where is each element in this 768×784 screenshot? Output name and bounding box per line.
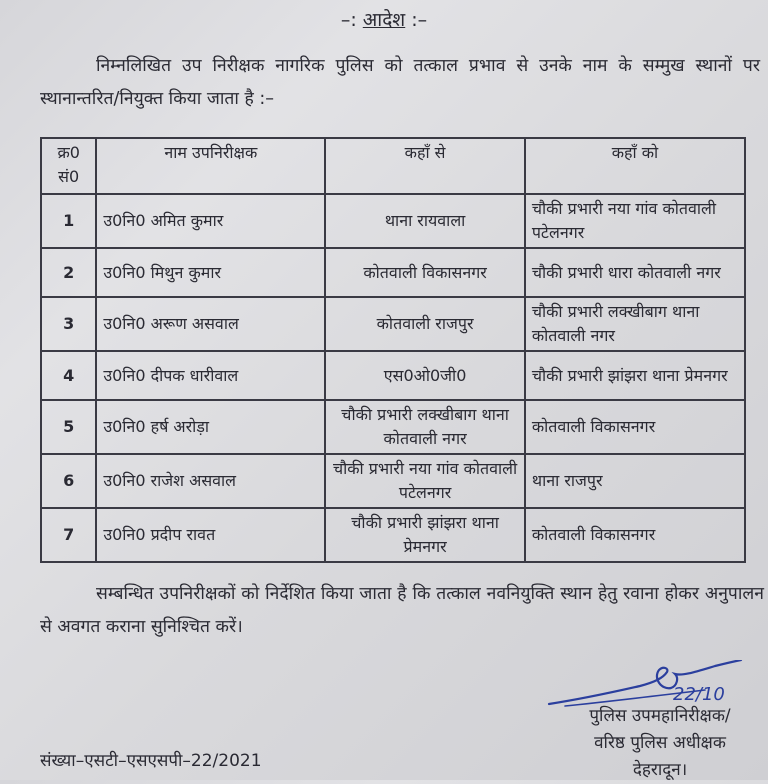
cell-name: उ0नि0 मिथुन कुमार (96, 248, 325, 297)
table-row (41, 400, 745, 454)
cell-name: उ0नि0 राजेश असवाल (96, 454, 325, 508)
cell-name: उ0नि0 हर्ष अरोड़ा (96, 400, 325, 454)
cell-serial: 1 (41, 194, 96, 248)
cell-name: उ0नि0 अमित कुमार (96, 194, 325, 248)
reference-number: संख्या–एसटी–एसएसपी–22/2021 (40, 751, 262, 771)
signatory-line-1: पुलिस उपमहानिरीक्षक/ (589, 706, 731, 726)
cell-from: कोतवाली विकासनगर (325, 248, 525, 297)
cell-to: थाना राजपुर (525, 454, 745, 508)
signature-date: 22/10 (673, 684, 725, 705)
cell-serial: 5 (41, 400, 96, 454)
table-row (41, 351, 745, 400)
cell-to: चौकी प्रभारी धारा कोतवाली नगर (525, 248, 745, 297)
cell-from: एस0ओ0जी0 (325, 351, 525, 400)
cell-from: चौकी प्रभारी झांझरा थाना प्रेमनगर (325, 508, 525, 562)
signatory-line-2: वरिष्ठ पुलिस अधीक्षक (594, 733, 726, 753)
cell-to: कोतवाली विकासनगर (525, 400, 745, 454)
cell-to: चौकी प्रभारी लक्खीबाग थाना कोतवाली नगर (525, 297, 745, 351)
header-serial: क्र0 सं0 (41, 138, 96, 194)
cell-to: कोतवाली विकासनगर (525, 508, 745, 562)
header-from: कहाँ से (325, 138, 525, 194)
table-header-row (41, 138, 745, 194)
title-suffix: :– (411, 9, 428, 31)
cell-from: कोतवाली राजपुर (325, 297, 525, 351)
signatory-block (555, 703, 765, 784)
cell-to: चौकी प्रभारी झांझरा थाना प्रेमनगर (525, 351, 745, 400)
table-row (41, 454, 745, 508)
cell-from: चौकी प्रभारी नया गांव कोतवाली पटेलनगर (325, 454, 525, 508)
cell-serial: 7 (41, 508, 96, 562)
cell-name: उ0नि0 दीपक धारीवाल (96, 351, 325, 400)
title-text: आदेश (362, 9, 406, 31)
title-prefix: –: (340, 9, 357, 31)
table-row (41, 508, 745, 562)
cell-from: थाना रायवाला (325, 194, 525, 248)
cell-name: उ0नि0 प्रदीप रावत (96, 508, 325, 562)
cell-to: चौकी प्रभारी नया गांव कोतवाली पटेलनगर (525, 194, 745, 248)
signatory-line-3: देहरादून। (632, 760, 688, 780)
document-title (0, 6, 768, 32)
cell-serial: 6 (41, 454, 96, 508)
cell-serial: 3 (41, 297, 96, 351)
handwritten-signature (545, 660, 745, 708)
cell-serial: 4 (41, 351, 96, 400)
closing-paragraph: सम्बन्धित उपनिरीक्षकों को निर्देशित किया जाता है कि तत्काल नवनियुक्ति स्थान हेतु रवाना होकर अनुपालन से अवगत कराना सुनिश्चित करें। (40, 584, 764, 637)
cell-name: उ0नि0 अरूण असवाल (96, 297, 325, 351)
table-row (41, 248, 745, 297)
cell-from: चौकी प्रभारी लक्खीबाग थाना कोतवाली नगर (325, 400, 525, 454)
header-to: कहाँ को (525, 138, 745, 194)
intro-paragraph: निम्नलिखित उप निरीक्षक नागरिक पुलिस को तत्काल प्रभाव से उनके नाम के सम्मुख स्थानों पर स्थानान्तरित/नियुक्त किया जाता है :– (40, 56, 760, 109)
header-name: नाम उपनिरीक्षक (96, 138, 325, 194)
table-row (41, 194, 745, 248)
transfer-table (40, 137, 746, 563)
table-row (41, 297, 745, 351)
cell-serial: 2 (41, 248, 96, 297)
